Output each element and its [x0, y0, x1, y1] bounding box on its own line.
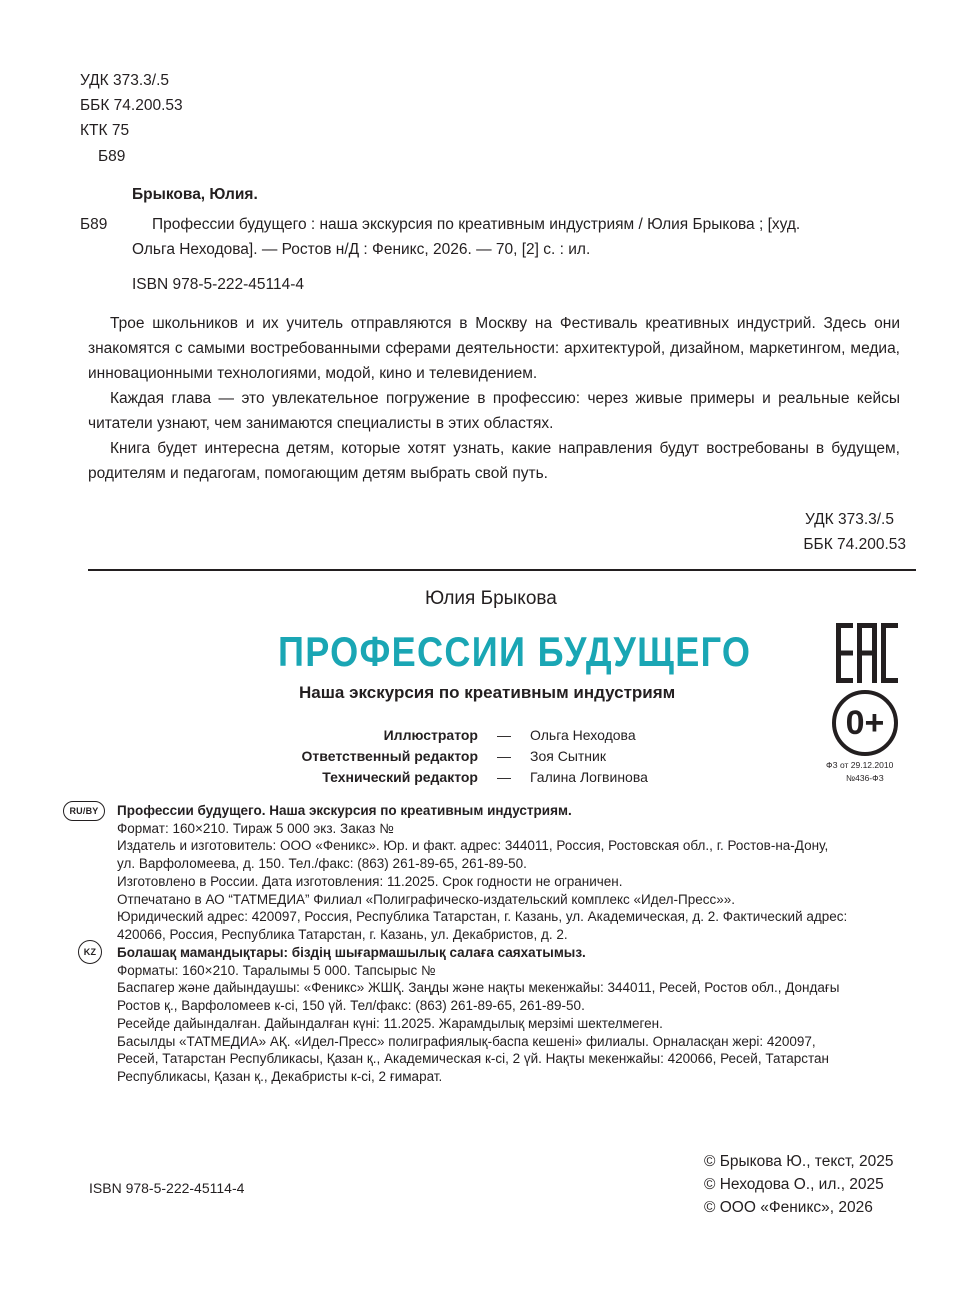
law-reference-line-1: ФЗ от 29.12.2010	[826, 760, 894, 770]
credit-dash: —	[497, 769, 511, 785]
bib-sign: Б89	[80, 216, 108, 233]
imprint-kz-title: Болашақ мамандықтары: біздің шығармашылық салаға саяхатымыз.	[117, 945, 586, 960]
copyright-publisher: © ООО «Феникс», 2026	[704, 1199, 873, 1216]
annotation-paragraph-3: Книга будет интересна детям, которые хотят узнать, какие направления будут востребованы в будущем, родителям и педагогам, помогающим детям выбрать свой путь.	[88, 440, 900, 482]
copyright-illustrations: © Неходова О., ил., 2025	[704, 1176, 884, 1193]
book-subtitle: Наша экскурсия по креативным индустриям	[299, 683, 676, 702]
footer-isbn: ISBN 978-5-222-45114-4	[89, 1180, 245, 1196]
bib-line-1: Профессии будущего : наша экскурсия по креативным индустриям / Юлия Брыкова ; [худ.	[152, 216, 801, 233]
imprint-kz	[117, 944, 937, 1086]
imprint-kz-line: Республикасы, Қазан қ., Декабристы к-сі, 2 ғимарат.	[117, 1068, 443, 1084]
credit-role-illustrator: Иллюстратор	[383, 727, 478, 743]
ktk-code: КТК 75	[80, 122, 130, 139]
imprint-kz-line: Басылды «ТАТМЕДИА» АҚ. «Идел-Пресс» полиграфиялық-баспа кешені» филиалы. Орналасқан жері: 420097,	[117, 1033, 816, 1049]
imprint-ru-line: 420066, Россия, Республика Татарстан, г. Казань, ул. Декабристов, д. 2.	[117, 926, 568, 942]
credit-name-illustrator: Ольга Неходова	[530, 727, 636, 743]
bib-line-2: Ольга Неходова]. — Ростов н/Д : Феникс, 2026. — 70, [2] с. : ил.	[132, 241, 591, 258]
imprint-kz-line: Ресейде дайындалған. Дайындалған күні: 11.2025. Жарамдылық мерзімі шектелмеген.	[117, 1015, 663, 1031]
credit-name-tech-editor: Галина Логвинова	[530, 769, 648, 785]
imprint-kz-line: Ростов қ., Варфоломеев к-сі, 150 үй. Тел/факс: (863) 261-89-65, 261-89-50.	[117, 998, 585, 1014]
author-sign: Б89	[98, 148, 126, 165]
imprint-ru-line: Юридический адрес: 420097, Россия, Республика Татарстан, г. Казань, ул. Академическая, д. 2. Фактический адрес:	[117, 909, 848, 925]
imprint-ru	[117, 802, 937, 944]
credit-dash: —	[497, 727, 511, 743]
imprint-ru-title: Профессии будущего. Наша экскурсия по креативным индустриям.	[117, 803, 572, 818]
credit-dash: —	[497, 748, 511, 764]
divider-rule	[88, 569, 916, 571]
credit-role-editor: Ответственный редактор	[301, 748, 478, 764]
annotation	[88, 311, 900, 486]
bib-isbn: ISBN 978-5-222-45114-4	[132, 276, 305, 293]
udk-code: УДК 373.3/.5	[80, 72, 170, 89]
annotation-paragraph-1: Трое школьников и их учитель отправляются в Москву на Фестиваль креативных индустрий. Здесь они знакомятся с самыми востребованными сферами деятельности: архитектурой, дизайном, маркетингом, медиа, инновационными технологиями, модой, кино и телевидением.	[88, 315, 900, 382]
credit-name-editor: Зоя Сытник	[530, 748, 606, 764]
credit-role-tech-editor: Технический редактор	[322, 769, 478, 785]
imprint-kz-line: Ресей, Татарстан Республикасы, Қазан қ., Академическая к-сі, 2 үй. Нақты мекенжайы: 420066, Ресей, Татарстан	[117, 1051, 829, 1067]
copyright-text: © Брыкова Ю., текст, 2025	[704, 1153, 894, 1170]
book-title: ПРОФЕССИИ БУДУЩЕГО	[278, 628, 752, 675]
imprint-kz-line: Баспагер және дайындаушы: «Феникс» ЖШҚ. Заңды және нақты мекенжайы: 344011, Ресей, Ростов обл., Дондағы	[117, 980, 840, 996]
right-bbk-code: ББК 74.200.53	[803, 536, 906, 553]
ru-by-badge: RU/BY	[63, 801, 105, 821]
imprint-ru-line: Издатель и изготовитель: ООО «Феникс». Юр. и факт. адрес: 344011, Россия, Ростовская обл., г. Ростов-на-Дону,	[117, 838, 829, 854]
age-rating-badge: 0+	[832, 690, 898, 756]
kz-badge: KZ	[78, 940, 102, 964]
bbk-code: ББК 74.200.53	[80, 97, 183, 114]
eac-mark-icon	[836, 623, 898, 683]
imprint-ru-line: Формат: 160×210. Тираж 5 000 экз. Заказ №	[117, 820, 394, 836]
imprint-ru-line: Изготовлено в России. Дата изготовления: 11.2025. Срок годности не ограничен.	[117, 873, 623, 889]
bib-author: Брыкова, Юлия.	[132, 186, 258, 203]
book-author: Юлия Брыкова	[425, 588, 557, 609]
right-udk-code: УДК 373.3/.5	[804, 511, 894, 528]
annotation-paragraph-2: Каждая глава — это увлекательное погружение в профессию: через живые примеры и реальные кейсы читатели узнают, чем занимаются специалисты в этих областях.	[88, 390, 900, 432]
imprint-kz-line: Форматы: 160×210. Таралымы 5 000. Тапсырыс №	[117, 962, 436, 978]
imprint-ru-line: ул. Варфоломеева, д. 150. Тел./факс: (863) 261-89-65, 261-89-50.	[117, 856, 527, 872]
imprint-ru-line: Отпечатано в АО “ТАТМЕДИА” Филиал «Полиграфическо-издательский комплекс «Идел-Пресс»».	[117, 891, 736, 907]
law-reference-line-2: №436-ФЗ	[846, 773, 884, 783]
